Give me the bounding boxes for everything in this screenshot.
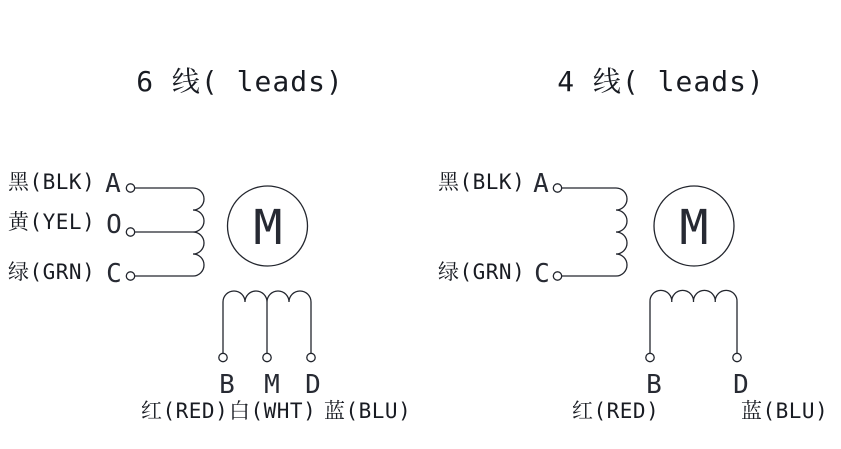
wire-label-black: 黑(BLK) [438,170,526,194]
six-lead-title: 6 线( leads) [136,65,344,98]
wire-label-yellow: 黄(YEL) [8,210,96,234]
terminal-dot-d [307,353,315,361]
wire-label-blue: 蓝(BLU) [741,399,829,423]
motor-letter: M [253,200,283,256]
terminal-letter-c: C [534,259,550,289]
phase-a-winding [193,188,204,276]
wire-label-blue: 蓝(BLU) [324,399,412,423]
four-lead-circuit [553,184,741,362]
wire-label-white: 白(WHT) [229,399,317,423]
terminal-letter-b: B [646,370,662,400]
phase-b-winding [650,290,737,353]
terminal-letter-a: A [105,169,121,199]
terminal-letter-d: D [733,370,749,400]
terminal-letter-a: A [533,169,549,199]
phase-a-winding [616,188,627,276]
wire-label-red: 红(RED) [141,399,229,423]
terminal-dot-b [646,353,654,361]
terminal-dot-m [263,353,271,361]
terminal-letter-m: M [264,370,280,400]
terminal-dot-b [219,353,227,361]
wire-label-green: 绿(GRN) [8,260,96,284]
terminal-letter-o: O [106,210,122,240]
terminal-letter-b: B [219,370,235,400]
wire-label-red: 红(RED) [572,399,660,423]
motor-letter: M [679,200,709,256]
terminal-letter-d: D [305,370,321,400]
six-lead-circuit [126,184,315,362]
terminal-letter-c: C [106,259,122,289]
four-lead-title: 4 线( leads) [557,65,765,98]
terminal-dot-d [733,353,741,361]
wire-label-green: 绿(GRN) [438,260,526,284]
wire-label-black: 黑(BLK) [8,170,96,194]
